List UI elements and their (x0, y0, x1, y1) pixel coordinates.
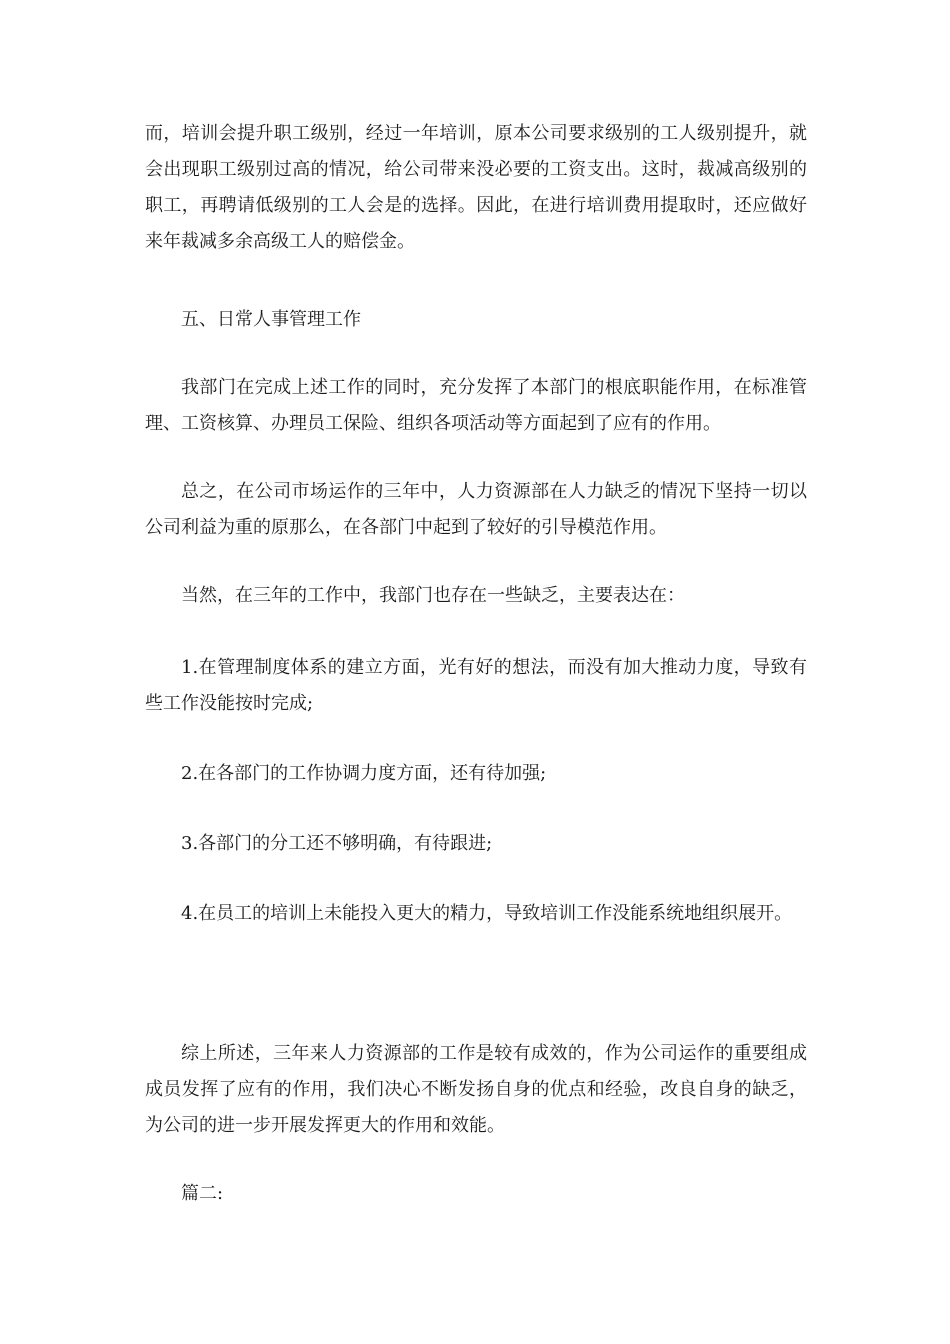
list-item-1: 1.在管理制度体系的建立方面，光有好的想法，而没有加大推动力度，导致有些工作没能按时完成; (145, 657, 807, 714)
list-item-3: 3.各部门的分工还不够明确，有待跟进; (181, 833, 493, 854)
paragraph-training-continuation: 而，培训会提升职工级别，经过一年培训，原本公司要求级别的工人级别提升，就会出现职工级别过高的情况，给公司带来没必要的工资支出。这时，裁减高级别的职工，再聘请低级别的工人会是的选择。因此，在进行培训费用提取时，还应做好来年裁减多余高级工人的赔偿金。 (145, 123, 807, 252)
list-item-4: 4.在员工的培训上未能投入更大的精力，导致培训工作没能系统地组织展开。 (181, 903, 793, 924)
section-heading-part-two: 篇二: (181, 1183, 224, 1204)
paragraph-daily-hr: 我部门在完成上述工作的同时，充分发挥了本部门的根底职能作用，在标准管理、工资核算、办理员工保险、组织各项活动等方面起到了应有的作用。 (145, 377, 807, 434)
list-item-2: 2.在各部门的工作协调力度方面，还有待加强; (181, 763, 547, 784)
section-heading-daily-hr: 五、日常人事管理工作 (181, 309, 361, 330)
paragraph-conclusion: 综上所述，三年来人力资源部的工作是较有成效的，作为公司运作的重要组成成员发挥了应有的作用，我们决心不断发扬自身的优点和经验，改良自身的缺乏，为公司的进一步开展发挥更大的作用和效能。 (145, 1043, 807, 1136)
paragraph-summary: 总之，在公司市场运作的三年中，人力资源部在人力缺乏的情况下坚持一切以公司利益为重的原那么，在各部门中起到了较好的引导模范作用。 (145, 481, 807, 538)
paragraph-shortcomings-intro: 当然，在三年的工作中，我部门也存在一些缺乏，主要表达在： (181, 585, 685, 606)
